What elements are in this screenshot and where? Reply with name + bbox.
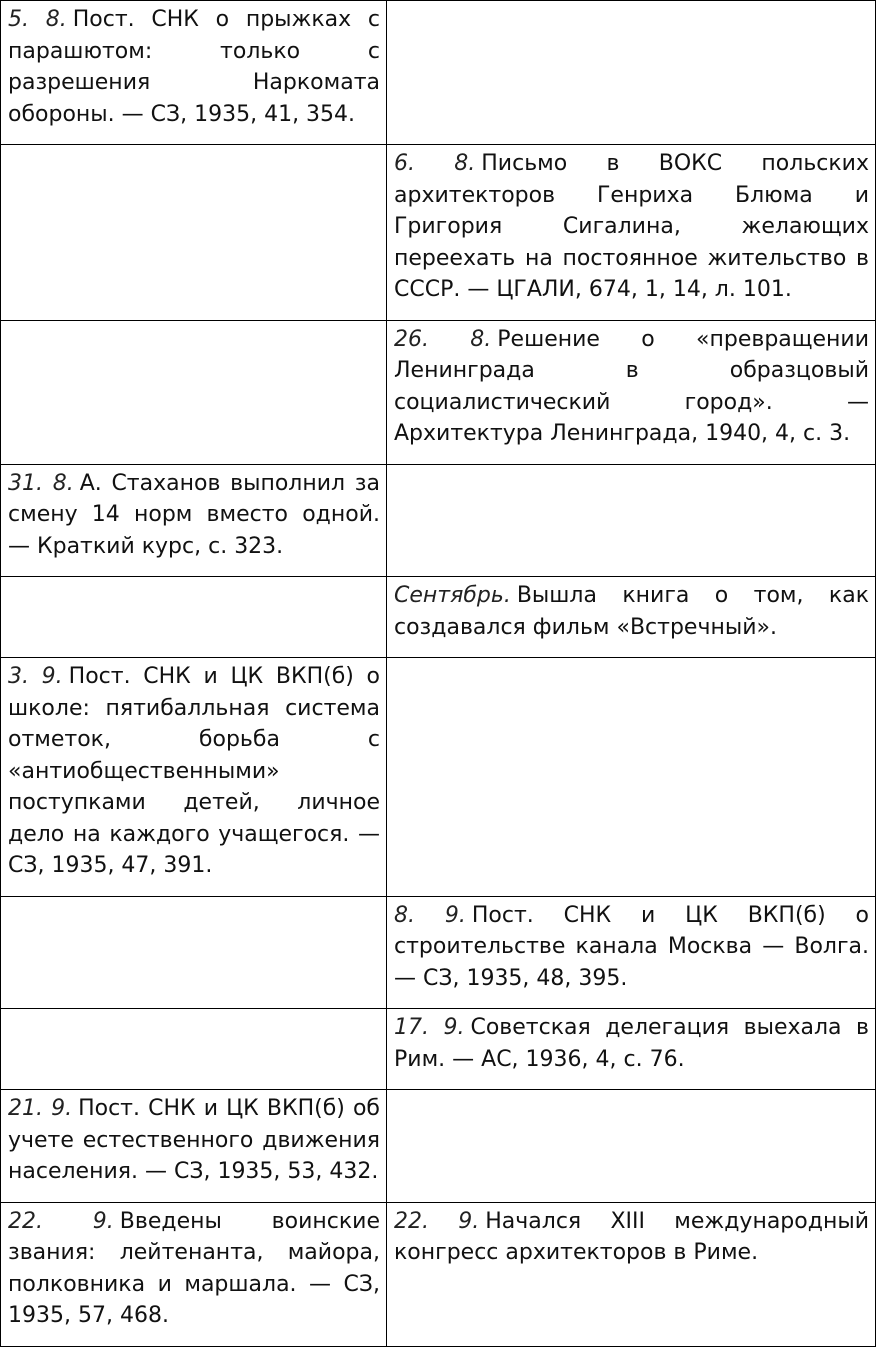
right-cell: [387, 320, 876, 464]
table-row: [1, 320, 876, 464]
entry-date: 6. 8.: [394, 151, 476, 176]
right-cell: [387, 658, 876, 897]
right-cell: [387, 145, 876, 321]
table-row: [1, 1, 876, 145]
entry-text: Пост. СНК и ЦК ВКП(б) об учете естественного движения населения. — СЗ, 1935, 53, 432.: [8, 1096, 380, 1184]
entry-date: 5. 8.: [8, 7, 67, 32]
entry-text: А. Стаханов выполнил за смену 14 норм вместо одной. — Краткий курс, с. 323.: [8, 470, 380, 559]
entry-text: Начался XIII международный конгресс архитекторов в Риме.: [394, 1208, 869, 1265]
right-cell: [387, 1090, 876, 1203]
table-row: [1, 896, 876, 1009]
entry-text: Решение о «превращении Ленинграда в образцовый социалистический город». — Архитектура Ленинграда, 1940, 4, с. 3.: [394, 326, 869, 446]
left-cell: [1, 1090, 387, 1203]
entry-text: Письмо в ВОКС польских архитекторов Генриха Блюма и Григория Сигалина, желающих переехать на постоянное жительство в СССР. — ЦГАЛИ, 674, 1, 14, л. 101.: [394, 151, 869, 302]
left-cell: [1, 1202, 387, 1346]
right-cell: [387, 1, 876, 145]
right-cell: [387, 1009, 876, 1090]
entry-date: 22. 9.: [394, 1208, 480, 1234]
entry-date: 21. 9.: [8, 1096, 73, 1121]
entry-text: Вышла книга о том, как создавался фильм «Встречный».: [394, 583, 869, 640]
entry-date: 3. 9.: [8, 664, 63, 689]
entry-date: 26. 8.: [394, 326, 492, 352]
left-cell: [1, 464, 387, 577]
right-cell: [387, 1202, 876, 1346]
table-row: [1, 1009, 876, 1090]
entry-date: Сентябрь.: [394, 583, 511, 608]
entry-date: 17. 9.: [394, 1015, 465, 1040]
left-cell: [1, 1009, 387, 1090]
table-row: [1, 464, 876, 577]
left-cell: [1, 1, 387, 145]
table-row: [1, 1202, 876, 1346]
entry-text: Пост. СНК и ЦК ВКП(б) о школе: пятибалльная система отметок, борьба с «антиобщественными» поступками детей, личное дело на каждого учащегося. — СЗ, 1935, 47, 391.: [8, 664, 380, 878]
left-cell: [1, 145, 387, 321]
entry-date: 8. 9.: [394, 902, 466, 928]
left-cell: [1, 577, 387, 658]
entry-date: 22. 9.: [8, 1208, 114, 1234]
entry-text: Пост. СНК о прыжках с парашютом: только с разрешения Наркомата обороны. — СЗ, 1935, 41, 354.: [8, 7, 380, 127]
right-cell: [387, 577, 876, 658]
entry-text: Введены воинские звания: лейтенанта, майора, полковника и маршала. — СЗ, 1935, 57, 468.: [8, 1208, 380, 1328]
table-row: [1, 145, 876, 321]
right-cell: [387, 464, 876, 577]
table-row: [1, 1090, 876, 1203]
entry-text: Пост. СНК и ЦК ВКП(б) о строительстве канала Москва — Волга. — СЗ, 1935, 48, 395.: [394, 902, 869, 991]
right-cell: [387, 896, 876, 1009]
table-row: [1, 577, 876, 658]
left-cell: [1, 658, 387, 897]
entry-text: Советская делегация выехала в Рим. — АС, 1936, 4, с. 76.: [394, 1015, 869, 1072]
left-cell: [1, 320, 387, 464]
left-cell: [1, 896, 387, 1009]
entry-date: 31. 8.: [8, 470, 74, 496]
table-row: [1, 658, 876, 897]
